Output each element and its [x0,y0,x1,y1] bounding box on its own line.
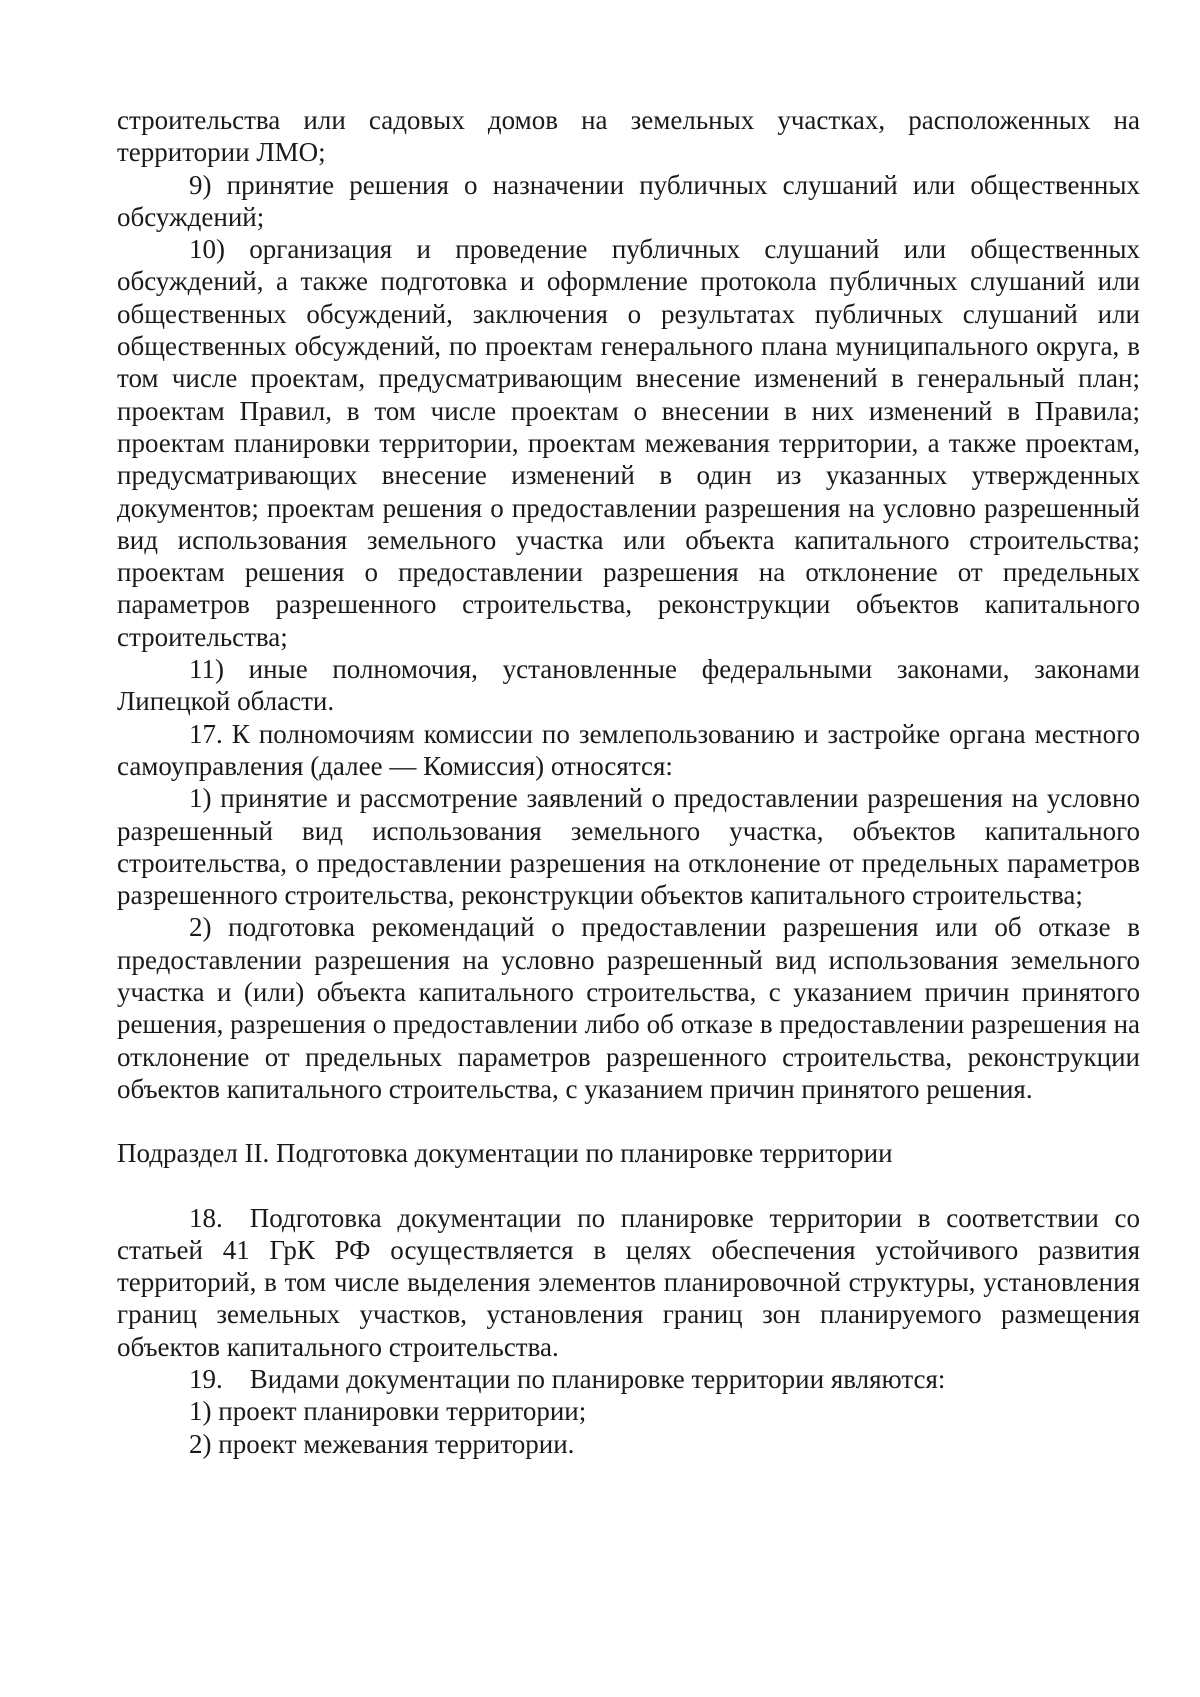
paragraph-clause-19: 19. Видами документации по планировке территории являются: [189,1363,946,1394]
paragraph-commission-item-2: 2) подготовка рекомендаций о предоставлении разрешения или об отказе в предоставлении разрешения на условно разрешенный вид использования земельного участка и (или) объекта капитального строительства, с указанием причин принятого решения, разрешения о предоставлении либо об отказе в предоставлении разрешения на отклонение от предельных параметров разрешенного строительства, реконструкции объектов капитального строительства, с указанием причин принятого решения. [117,912,1140,1104]
paragraph-clause-18: 18. Подготовка документации по планировке территории в соответствии со статьей 41 ГрК РФ осуществляется в целях обеспечения устойчивого развития территорий, в том числе выделения элементов планировочной структуры, установления границ земельных участков, установления границ зон планируемого размещения объектов капитального строительства. [117,1202,1140,1362]
paragraph-clause-17: 17. К полномочиям комиссии по землепользованию и застройке органа местного самоуправления (далее — Комиссия) относятся: [117,718,1140,781]
paragraph-item-10: 10) организация и проведение публичных слушаний или общественных обсуждений, а также подготовка и оформление протокола публичных слушаний или общественных обсуждений, заключения о результатах публичных слушаний или общественных обсуждений, по проектам генерального плана муниципального округа, в том числе проектам, предусматривающим внесение изменений в генеральный план; проектам Правил, в том числе проектам о внесении в них изменений в Правила; проектам планировки территории, проектам межевания территории, а также проектам, предусматривающих внесение изменений в один из указанных утвержденных документов; проектам решения о предоставлении разрешения на условно разрешенный вид использования земельного участка или объекта капитального строительства; проектам решения о предоставлении разрешения на отклонение от предельных параметров разрешенного строительства, реконструкции объектов капитального строительства; [117,234,1140,652]
paragraph-continuation: строительства или садовых домов на земельных участках, расположенных на территории ЛМО; [117,105,1140,168]
list-item-planning-project: 1) проект планировки территории; [189,1396,587,1427]
paragraph-item-9: 9) принятие решения о назначении публичных слушаний или общественных обсуждений; [117,169,1140,232]
paragraph-item-11: 11) иные полномочия, установленные федеральными законами, законами Липецкой области. [117,654,1140,717]
document-body [117,104,1140,1460]
list-item-surveying-project: 2) проект межевания территории. [189,1428,575,1459]
section-heading: Подраздел II. Подготовка документации по планировке территории [117,1138,893,1169]
paragraph-commission-item-1: 1) принятие и рассмотрение заявлений о предоставлении разрешения на условно разрешенный вид использования земельного участка, объектов капитального строительства, о предоставлении разрешения на отклонение от предельных параметров разрешенного строительства, реконструкции объектов капитального строительства; [117,783,1140,911]
